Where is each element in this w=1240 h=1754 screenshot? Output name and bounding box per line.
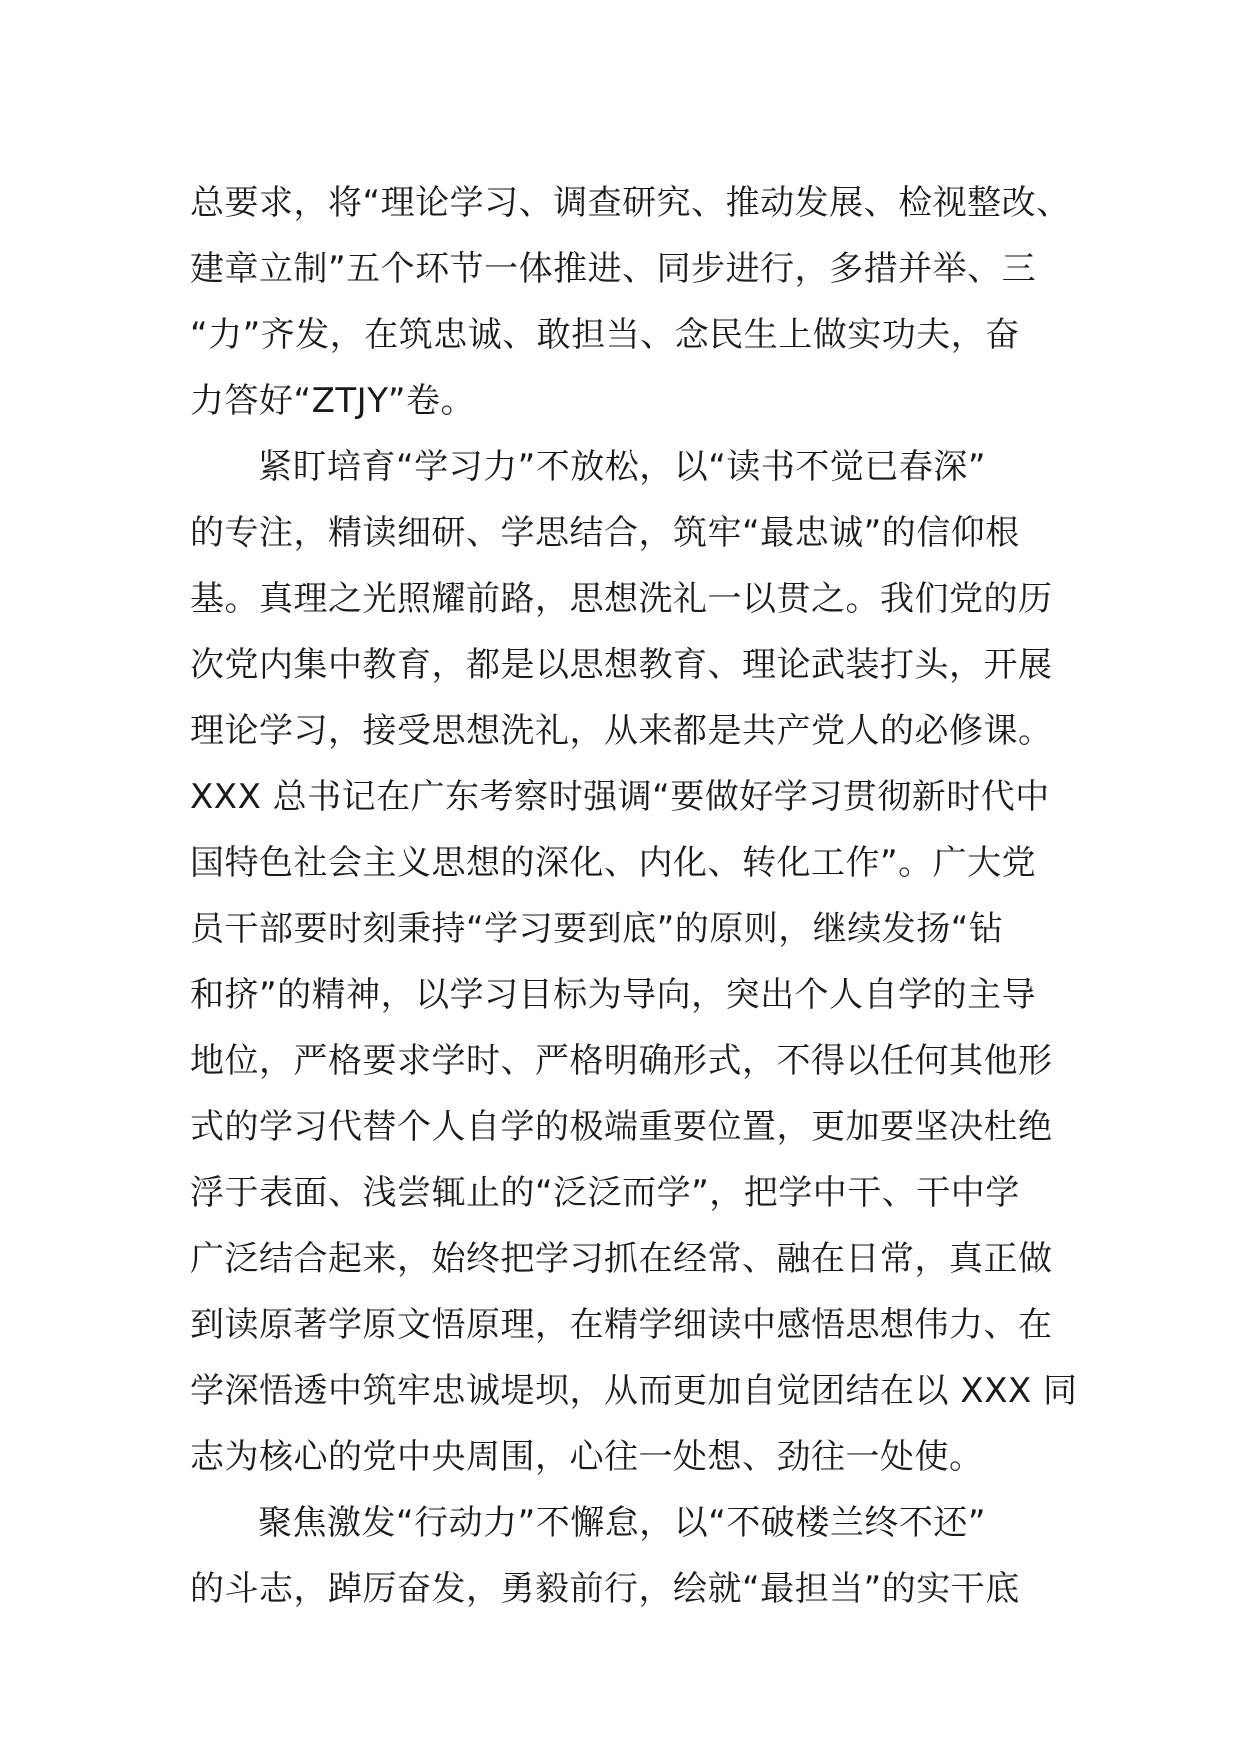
text-line: 浮于表面、浅尝辄止的“泛泛而学”，把学中干、干中学: [190, 1173, 1020, 1213]
paragraph-first-line: 聚焦激发“行动力”不懈怠，以“不破楼兰终不还”: [258, 1503, 986, 1543]
text-line: XXX 总书记在广东考察时强调“要做好学习贯彻新时代中: [190, 777, 1050, 817]
text-line: 总要求，将“理论学习、调查研究、推动发展、检视整改、: [190, 183, 1071, 223]
text-line: 次党内集中教育，都是以思想教育、理论武装打头，开展: [190, 645, 1053, 685]
text-line: 地位，严格要求学时、严格明确形式，不得以任何其他形: [190, 1041, 1053, 1081]
text-line: 基。真理之光照耀前路，思想洗礼一以贯之。我们党的历: [190, 579, 1053, 619]
paragraph-first-line: 紧盯培育“学习力”不放松，以“读书不觉已春深”: [258, 447, 986, 487]
text-line: 广泛结合起来，始终把学习抓在经常、融在日常，真正做: [190, 1239, 1053, 1279]
text-line: 员干部要时刻秉持“学习要到底”的原则，继续发扬“钻: [190, 909, 1004, 949]
text-line: “力”齐发，在筑忠诚、敢担当、念民生上做实功夫，奋: [190, 315, 1020, 355]
text-line: 学深悟透中筑牢忠诚堤坝，从而更加自觉团结在以 XXX 同: [190, 1371, 1078, 1411]
text-line: 国特色社会主义思想的深化、内化、转化工作”。广大党: [190, 843, 1037, 883]
text-line: 的斗志，踔厉奋发，勇毅前行，绘就“最担当”的实干底: [190, 1569, 1020, 1609]
text-line: 理论学习，接受思想洗礼，从来都是共产党人的必修课。: [190, 711, 1053, 751]
text-line: 到读原著学原文悟原理，在精学细读中感悟思想伟力、在: [190, 1305, 1053, 1345]
text-line: 力答好“ZTJY”卷。: [190, 381, 475, 421]
text-line: 式的学习代替个人自学的极端重要位置，更加要坚决杜绝: [190, 1107, 1053, 1147]
text-line: 建章立制”五个环节一体推进、同步进行，多措并举、三: [190, 249, 1037, 289]
text-line: 志为核心的党中央周围，心往一处想、劲往一处使。: [190, 1437, 984, 1477]
body-text: [190, 170, 1078, 1622]
text-line: 和挤”的精神，以学习目标为导向，突出个人自学的主导: [190, 975, 1037, 1015]
text-line: 的专注，精读细研、学思结合，筑牢“最忠诚”的信仰根: [190, 513, 1020, 553]
